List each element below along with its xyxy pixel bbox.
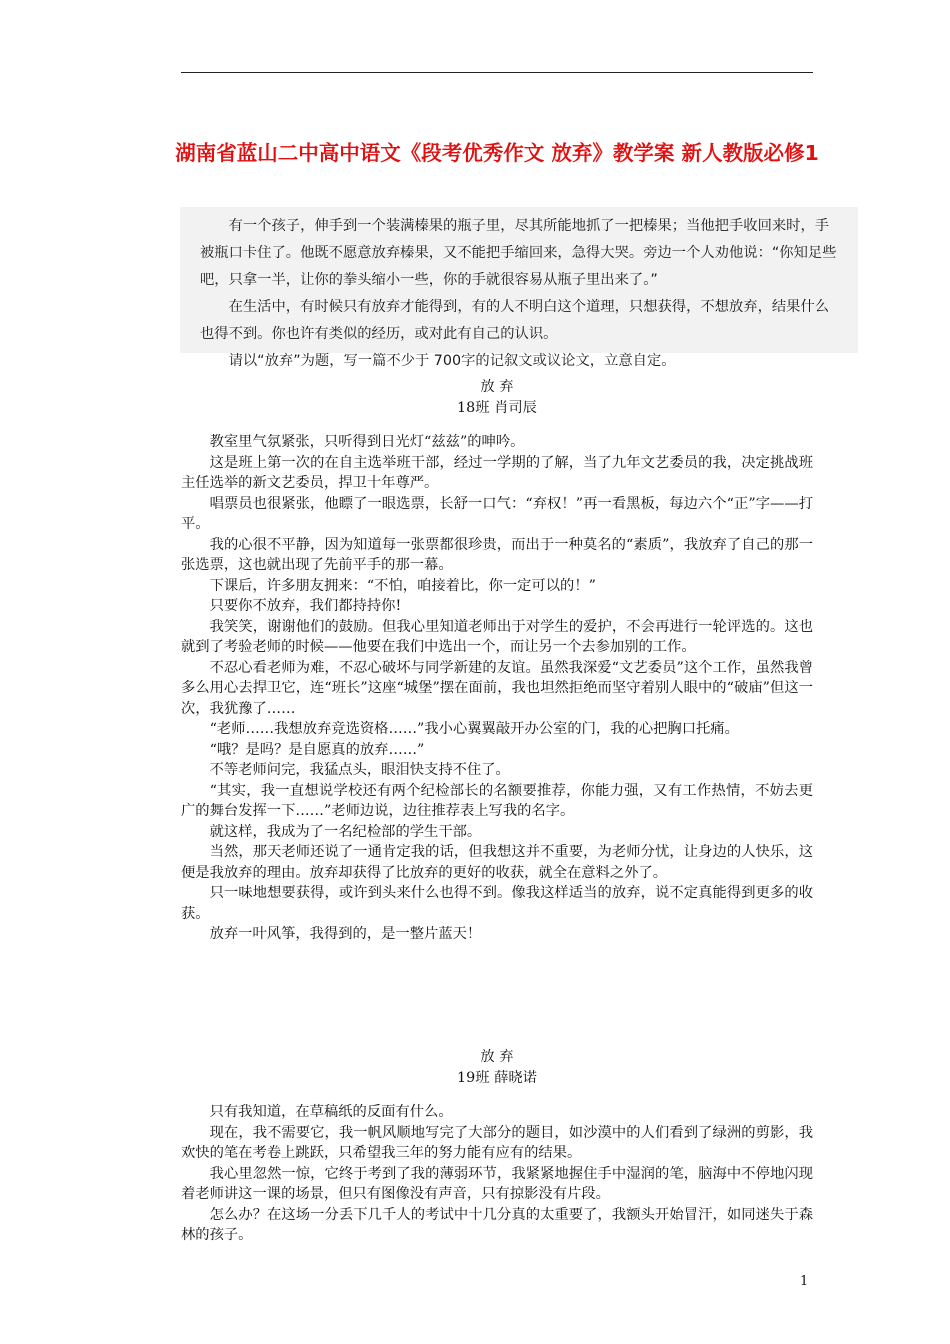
essay2-body — [181, 1102, 813, 1246]
essay1-paragraph: 放弃一叶风筝，我得到的，是一整片蓝天！ — [209, 926, 482, 942]
essay1-paragraph: 我笑笑，谢谢他们的鼓励。但我心里知道老师出于对学生的爱护，不会再进行一轮评选的。这也就到了考验老师的时候——他要在我们中选出一个，而让另一个去参加别的工作。 — [181, 618, 813, 655]
essay1-paragraph: “其实，我一直想说学校还有两个纪检部长的名额要推荐，你能力强，又有工作热情，不妨去更广的舞台发挥一下……”老师边说，边往推荐表上写我的名字。 — [181, 782, 813, 819]
essay2-paragraph: 只有我知道，在草稿纸的反面有什么。 — [209, 1104, 453, 1120]
essay1-paragraph: 教室里气氛紧张，只听得到日光灯“兹兹”的呻吟。 — [209, 434, 525, 450]
essay1-paragraph: 我的心很不平静，因为知道每一张票都很珍贵，而出于一种莫名的“素质”，我放弃了自己的那一张选票，这也就出现了先前平手的那一幕。 — [181, 536, 813, 573]
essay2-paragraph: 怎么办？在这场一分丢下几千人的考试中十几分真的太重要了，我额头开始冒汗，如同迷失于森林的孩子。 — [181, 1206, 813, 1243]
essay1-paragraph: 只要你不放弃，我们都持持你! — [209, 598, 402, 614]
essay1-paragraph: 只一味地想要获得，或许到头来什么也得不到。像我这样适当的放弃，说不定真能得到更多的收获。 — [181, 885, 813, 922]
essay1-author: 18班 肖司辰 — [457, 400, 537, 416]
essay2-paragraph: 我心里忽然一惊，它终于考到了我的薄弱环节，我紧紧地握住手中湿润的笔，脑海中不停地闪现着老师讲这一课的场景，但只有图像没有声音，只有掠影没有片段。 — [181, 1165, 813, 1202]
writing-prompt — [200, 213, 840, 375]
essay2-title: 放 弃 — [480, 1049, 514, 1065]
essay1-paragraph: 下课后，许多朋友拥来：“不怕，咱接着比，你一定可以的！” — [209, 577, 596, 594]
page-number: 1 — [800, 1274, 809, 1289]
essay1-paragraph: 不等老师问完，我猛点头，眼泪快支持不住了。 — [209, 762, 510, 778]
essay2-author: 19班 薛晓诺 — [457, 1070, 537, 1086]
essay1-title: 放 弃 — [480, 379, 514, 395]
essay1-body — [181, 432, 813, 945]
prompt-paragraph: 有一个孩子，伸手到一个装满榛果的瓶子里，尽其所能地抓了一把榛果；当他把手收回来时，手被瓶口卡住了。他既不愿意放弃榛果，又不能把手缩回来，急得大哭。旁边一个人劝他说：“你知足些吧，只拿一半，让你的拳头缩小一些，你的手就很容易从瓶子里出来了。” — [200, 218, 837, 288]
header-rule — [181, 72, 813, 73]
essay1-paragraph: 当然，那天老师还说了一通肯定我的话，但我想这并不重要，为老师分忧，让身边的人快乐，这便是我放弃的理由。放弃却获得了比放弃的更好的收获，就全在意料之外了。 — [181, 844, 813, 881]
essay1-paragraph: “哦？是吗？是自愿真的放弃……” — [209, 741, 425, 758]
essay1-paragraph: “老师……我想放弃竞选资格……”我小心翼翼敲开办公室的门，我的心把胸口托痛。 — [209, 721, 739, 737]
writing-prompt-box — [180, 207, 858, 369]
essay1-paragraph: 唱票员也很紧张，他瞟了一眼选票，长舒一口气：“弃权！”再一看黑板，每边六个“正”字——打平。 — [181, 495, 813, 532]
essay1-paragraph: 不忍心看老师为难，不忍心破坏与同学新建的友谊。虽然我深爱“文艺委员”这个工作，虽然我曾多么用心去捍卫它，连“班长”这座“城堡”摆在面前，我也坦然拒绝而坚守着别人眼中的“破庙”但这一次，我犹豫了…… — [181, 659, 813, 717]
prompt-paragraph: 请以“放弃”为题，写一篇不少于 700字的记叙文或议论文，立意自定。 — [228, 353, 676, 369]
prompt-paragraph: 在生活中，有时候只有放弃才能得到，有的人不明白这个道理，只想获得，不想放弃，结果什么也得不到。你也许有类似的经历，或对此有自己的认识。 — [200, 299, 830, 342]
essay1-paragraph: 就这样，我成为了一名纪检部的学生干部。 — [209, 823, 482, 840]
essay2-paragraph: 现在，我不需要它，我一帆风顺地写完了大部分的题目，如沙漠中的人们看到了绿洲的剪影，我欢快的笔在考卷上跳跃，只希望我三年的努力能有应有的结果。 — [181, 1124, 813, 1161]
essay1-paragraph: 这是班上第一次的在自主选举班干部，经过一学期的了解，当了九年文艺委员的我，决定挑战班主任选举的新文艺委员，捍卫十年尊严。 — [181, 454, 813, 491]
document-title: 湖南省蓝山二中高中语文《段考优秀作文 放弃》教学案 新人教版必修1 — [175, 141, 819, 165]
